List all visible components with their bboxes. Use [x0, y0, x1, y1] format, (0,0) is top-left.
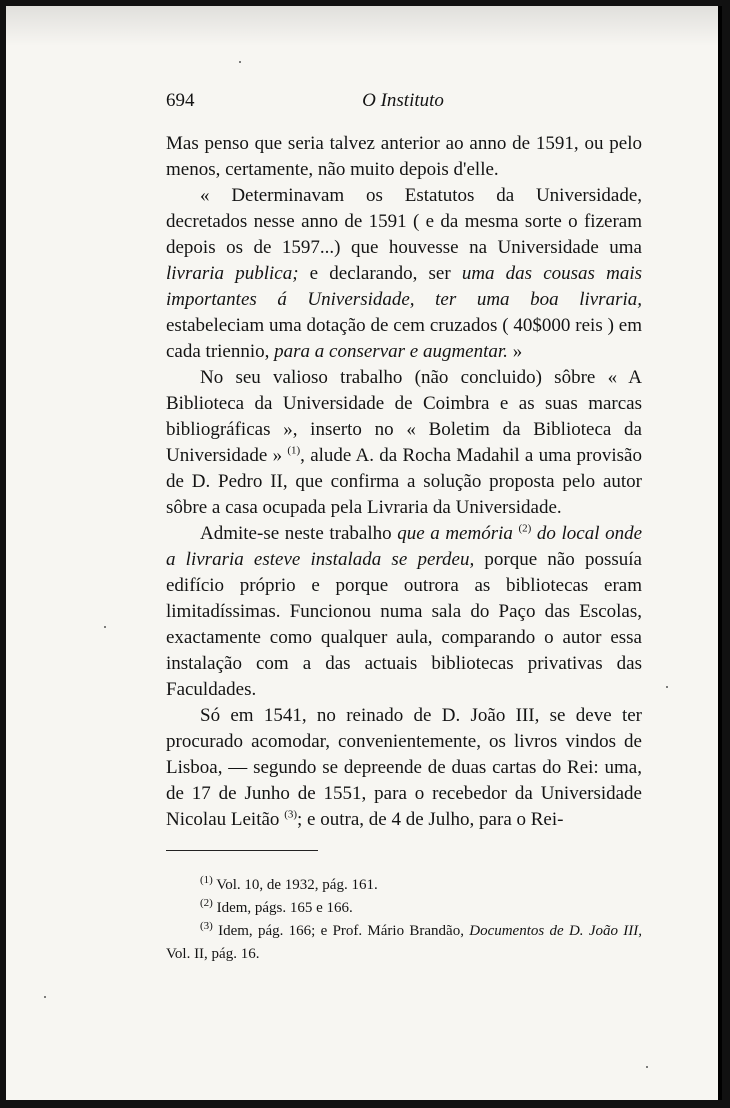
p4-text-a: Admite-se neste trabalho: [200, 523, 398, 544]
footnote-ref-2: (2): [518, 522, 532, 535]
scan-speck: [104, 626, 106, 628]
paragraph-4: [166, 521, 642, 703]
scan-speck: [646, 1066, 648, 1068]
p4-italic-c: do local onde a livraria esteve instalada se perdeu,: [166, 523, 643, 570]
footnote-1-text: Vol. 10, de 1932, pág. 161.: [212, 877, 378, 893]
p2-text-a: « Determinavam os Estatutos da Universidade, decretados nesse anno de 1591 ( e da mesma sorte o fizeram depois os de 1597...) que houvesse na Universidade uma: [166, 185, 642, 258]
running-title: O Instituto: [362, 90, 444, 111]
paragraph-5: [166, 703, 642, 833]
footnote-3-mark: (3): [200, 920, 213, 932]
p2-italic-f: para a conservar e augmentar.: [274, 341, 508, 362]
page-number: 694: [166, 90, 195, 111]
p2-text-c: e declarando, ser: [298, 263, 462, 284]
scan-speck: [666, 686, 668, 688]
footnote-3-text-a: Idem, pág. 166; e Prof. Mário Brandão,: [212, 923, 470, 939]
footnotes: [166, 874, 642, 966]
p2-italic-b: livraria publica;: [166, 263, 299, 284]
p4-text-d: porque não possuía edifício próprio e porque outrora as bibliotecas eram limitadíssimas. Funcionou numa sala do Paço das Escolas, exactamente como qualquer aula, comparando o autor essa instalação com a das actuais bibliotecas privativas das Faculdades.: [166, 549, 642, 700]
p2-text-e: estabeleciam uma dotação de cem cruzados ( 40$000 reis ) em cada triennio,: [166, 315, 642, 362]
footnote-ref-3: (3): [284, 808, 298, 821]
footnote-3-italic: Documentos de D. João III,: [469, 923, 642, 939]
p2-italic-d: uma das cousas mais importantes á Universidade, ter uma boa livraria,: [166, 263, 642, 310]
p2-text-g: »: [507, 341, 523, 362]
p3-text-b: , alude A. da Rocha Madahil a uma provisão de D. Pedro II, que confirma a solução proposta pelo autor sôbre a casa ocupada pela Livraria da Universidade.: [166, 445, 642, 518]
page-header: [166, 90, 640, 120]
footnote-2: [166, 897, 642, 920]
footnote-1-mark: (1): [200, 874, 213, 886]
scanned-page: [6, 6, 722, 1100]
p3-text-a: No seu valioso trabalho (não concluido) sôbre « A Biblioteca da Universidade de Coimbra e as suas marcas bibliográficas », inserto no « Boletim da Biblioteca da Universidade »: [166, 367, 642, 466]
p5-text-a: Só em 1541, no reinado de D. João III, se deve ter procurado acomodar, convenientemente, os livros vindos de Lisboa, — segundo se depreende de duas cartas do Rei: uma, de 17 de Junho de 1551, para o recebedor da Universidade Nicolau Leitão: [166, 705, 642, 830]
scan-speck: [239, 61, 241, 63]
footnote-2-text: Idem, págs. 165 e 166.: [212, 900, 353, 916]
p5-text-b: ; e outra, de 4 de Julho, para o Rei-: [297, 809, 564, 830]
paragraph-2-quote: [166, 183, 642, 365]
p4-italic-b: que a memória: [397, 523, 513, 544]
footnote-2-mark: (2): [200, 897, 213, 909]
footnote-ref-1: (1): [287, 444, 301, 457]
footnote-separator: [166, 850, 318, 851]
paragraph-1: Mas penso que seria talvez anterior ao anno de 1591, ou pelo menos, certamente, não muito depois d'elle.: [166, 133, 642, 180]
footnote-1: [166, 874, 642, 897]
paragraph-3: [166, 365, 642, 521]
footnote-3-text-c: Vol. II, pág. 16.: [166, 946, 260, 962]
scan-speck: [44, 996, 46, 998]
scan-shadow: [6, 6, 718, 46]
body-text: [166, 131, 642, 833]
footnote-3: [166, 920, 642, 966]
